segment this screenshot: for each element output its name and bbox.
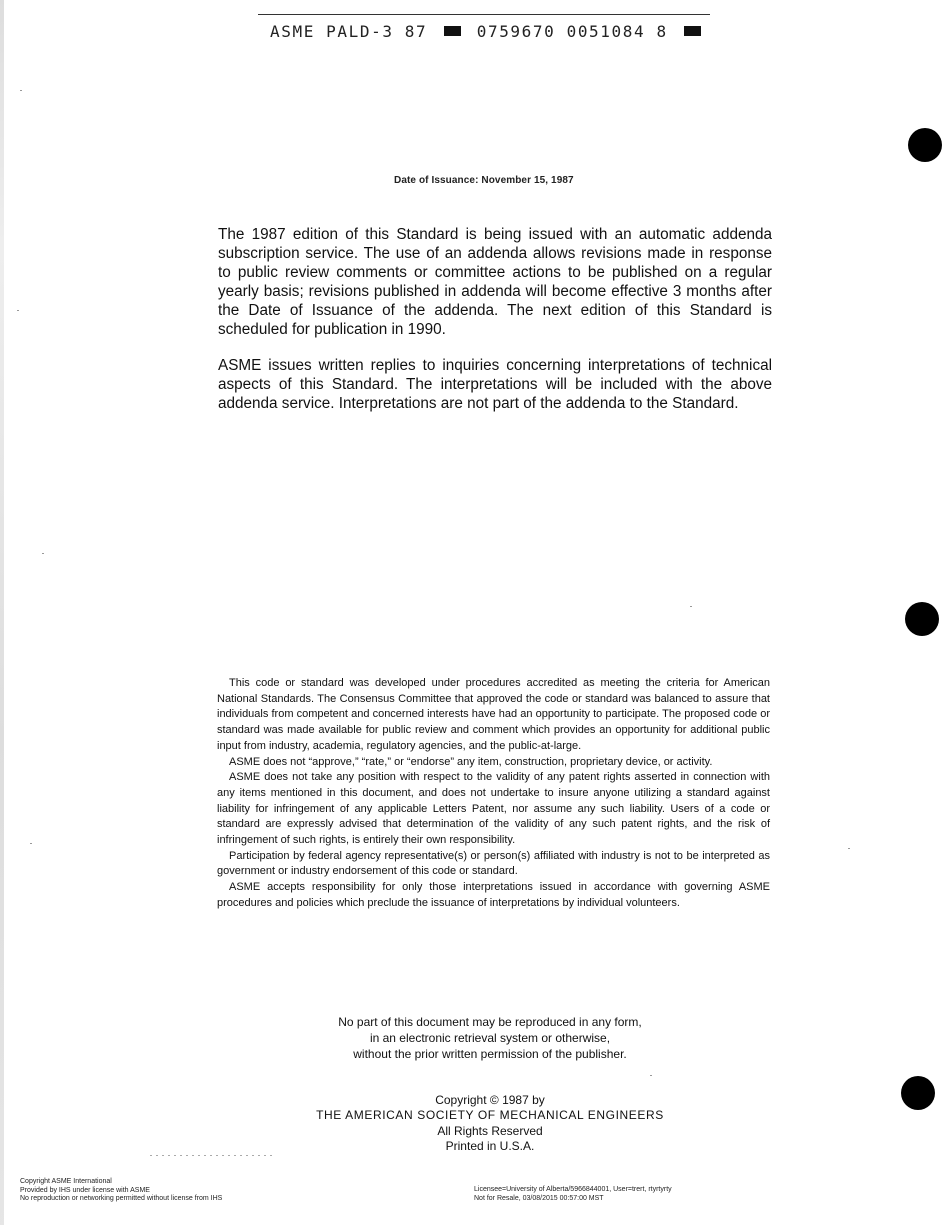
binder-hole-dot [901, 1076, 935, 1110]
footer-line: Copyright ASME International [20, 1178, 112, 1185]
redaction-block [684, 26, 701, 36]
notice-paragraph: ASME does not “approve,” “rate,” or “endorse” any item, construction, proprietary device, or activity. [229, 755, 713, 768]
notice-paragraph: ASME accepts responsibility for only those interpretations issued in accordance with governing ASME procedures and policies which preclude the issuance of interpretations by individual volunteers. [217, 881, 770, 909]
footer-line: Provided by IHS under license with ASME [20, 1186, 150, 1194]
footer-line: Licensee=University of Alberta/5966844001, User=trert, rtyrtyrty [474, 1186, 672, 1193]
date-of-issuance: Date of Issuance: November 15, 1987 [394, 175, 574, 186]
redaction-block [444, 26, 461, 36]
binder-hole-dot [908, 128, 942, 162]
scan-speck [30, 843, 32, 844]
scan-speck [690, 606, 692, 607]
binder-hole-dot [905, 602, 939, 636]
header-code-mid: 0759670 0051084 8 [476, 22, 668, 41]
scan-speck [20, 90, 22, 91]
repro-line: without the prior written permission of the publisher. [353, 1047, 627, 1061]
scan-speck [650, 1075, 652, 1076]
notice-paragraph: ASME does not take any position with respect to the validity of any patent rights asserted in connection with any items mentioned in this document, and does not undertake to insure anyone utilizing a standard against liability for infringement of any applicable Letters Patent, nor assume any such liability. Users of a code or standard are expressly advised that determination of the validity of any such patent rights, and the risk of infringement of such rights, is entirely their own responsibility. [217, 771, 770, 847]
copyright-line: All Rights Reserved [437, 1123, 543, 1138]
repro-line: in an electronic retrieval system or otherwise, [369, 1031, 611, 1045]
scan-speck [150, 1155, 275, 1156]
footer-license-left [20, 1178, 222, 1204]
copyright-line: Copyright © 1987 by [435, 1093, 545, 1107]
footer-line: Not for Resale, 03/08/2015 00:57:00 MST [474, 1194, 604, 1202]
edition-paragraph: The 1987 edition of this Standard is being issued with an automatic addenda subscription service. The use of an addenda allows revisions made in response to public review comments or committee actions to be published on a regular yearly basis; revisions published in addenda will become effective 3 months after the Date of Issuance of the addenda. The next edition of this Standard is scheduled for publication in 1990. [218, 226, 772, 338]
scan-speck [42, 553, 44, 554]
header-rule [258, 14, 710, 15]
interpretations-paragraph: ASME issues written replies to inquiries concerning interpretations of technical aspects of this Standard. The interpretations will be included with the above addenda service. Interpretations are not part of the addenda to the Standard. [218, 357, 772, 412]
standards-notice [217, 676, 770, 912]
notice-paragraph: This code or standard was developed under procedures accredited as meeting the criteria for American National Standards. The Consensus Committee that approved the code or standard was balanced to assure that individuals from competent and concerned interests have had an opportunity to participate. The proposed code or standard was made available for public review and comment which provides an opportunity for additional public input from industry, academia, regulatory agencies, and the public-at-large. [217, 677, 770, 752]
notice-paragraph: Participation by federal agency representative(s) or person(s) affiliated with industry is not to be interpreted as government or industry endorsement of this code or standard. [217, 849, 770, 878]
footer-license-right [474, 1186, 672, 1203]
scan-edge [0, 0, 4, 1225]
repro-line: No part of this document may be reproduced in any form, [338, 1015, 642, 1029]
header-code-left: ASME PALD-3 87 [270, 22, 428, 41]
document-code-header [270, 22, 700, 41]
scan-speck [17, 310, 19, 311]
footer-line: No reproduction or networking permitted without license from IHS [20, 1195, 223, 1202]
copyright-block [300, 1093, 680, 1155]
copyright-line: Printed in U.S.A. [445, 1139, 535, 1154]
reproduction-notice [300, 1014, 680, 1062]
copyright-line: THE AMERICAN SOCIETY OF MECHANICAL ENGINEERS [316, 1108, 664, 1123]
scan-speck [848, 848, 850, 849]
